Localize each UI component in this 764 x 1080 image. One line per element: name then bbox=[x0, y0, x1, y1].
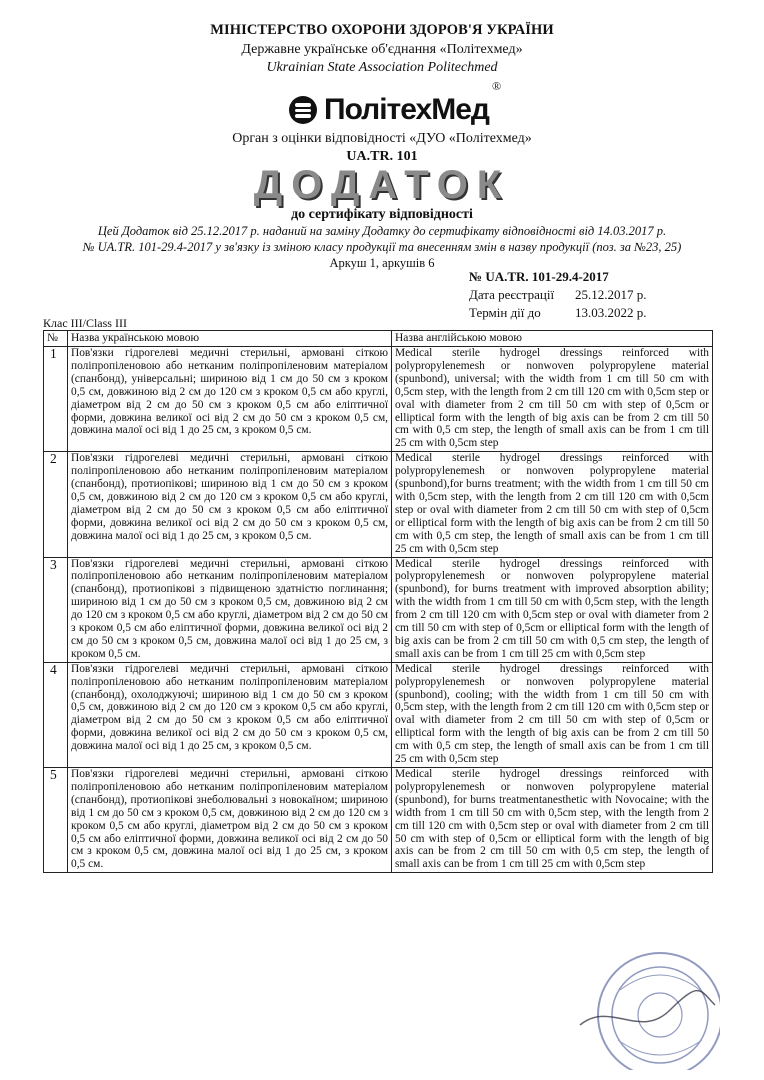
header-number: № bbox=[44, 331, 68, 347]
row-name-ua: Пов'язки гідрогелеві медичні стерильні, армовані сіткою поліпропіленовою або нетканим поліпропіленовим матеріалом (спанбонд), протиопікові знеболювальні з новокаїном; шириною від 1 см до 50 см з кроком 0,5 см, довжиною від 2 см до 120 см з кроком 0,5 см або круглі, діаметром від 2 см до 50 см з кроком 0,5 см або еліптичної форми, довжина великої осі від 2 см до 50 см з кроком 0,5 см, довжина малої осі від 1 до 25 см, з кроком 0,5 см. bbox=[68, 768, 392, 873]
registration-date: 25.12.2017 р. bbox=[575, 287, 647, 302]
row-name-en: Medical sterile hydrogel dressings reinforced with polypropylenemesh or nonwoven polypropylene material (spunbond), for burns treatmentanesthetic with Novocaine; with the width from 1 cm till 50 cm with 0,5cm step, with the length from 2 cm till 120 cm with 0,5cm step or oval with diameter from 2 cm till 50 cm with step of 0,5cm or elliptical form with the length of big axis can be from 2 cm till 50 cm with 0,5 cm step, the length of small axis can be from 1 cm till 25 cm with 0,5cm step bbox=[392, 768, 713, 873]
class-label: Клас ІІІ/Class III bbox=[43, 316, 127, 330]
registration-row bbox=[469, 286, 647, 304]
table-row bbox=[44, 557, 713, 662]
row-name-ua: Пов'язки гідрогелеві медичні стерильні, армовані сіткою поліпропіленовою або нетканим поліпропіленовим матеріалом (спанбонд), охолоджуючі; шириною від 1 см до 50 см з кроком 0,5 см, довжиною від 2 см до 120 см з кроком 0,5 см або круглі, діаметром від 2 см до 50 см з кроком 0,5 см або еліптичної форми, довжина великої осі від 2 см до 50 см з кроком 0,5 см, довжина малої осі від 1 до 25 см, з кроком 0,5 см. bbox=[68, 662, 392, 767]
row-name-en: Medical sterile hydrogel dressings reinforced with polypropylenemesh or nonwoven polypropylene material (spunbond),for burns treatment; with the width from 1 cm till 50 cm with 0,5cm step, with the length from 2 cm till 120 cm with 0,5cm step or oval with diameter from 2 cm till 50 cm with step of 0,5cm or elliptical form with the length of big axis can be from 2 cm till 50 cm with 0,5 cm step, the length of small axis can be from 1 cm till 25 cm with 0,5cm step bbox=[392, 452, 713, 557]
sheet-info: Аркуш 1, аркушів 6 bbox=[329, 256, 435, 270]
row-name-en: Medical sterile hydrogel dressings reinforced with polypropylenemesh or nonwoven polypropylene material (spunbond), cooling; with the width from 1 cm till 50 cm with 0,5cm step, with the length from 2 cm till 120 cm with 0,5cm step or oval with diameter from 2 cm till 50 cm with step of 0,5cm or elliptical form with the length of big axis can be from 2 cm till 50 cm with 0,5 cm step, the length of small axis can be from 1 cm till 25 cm with 0,5cm step bbox=[392, 662, 713, 767]
table-row bbox=[44, 347, 713, 452]
row-name-ua: Пов'язки гідрогелеві медичні стерильні, армовані сіткою поліпропіленовою або нетканим поліпропіленовим матеріалом (спанбонд), протиопікові; шириною від 1 см до 50 см з кроком 0,5 см, довжиною від 2 см до 120 см з кроком 0,5 см або круглі, діаметром від 2 см до 50 см з кроком 0,5 см або еліптичної форми, довжина великої осі від 2 см до 50 см з кроком 0,5 см, довжина малої осі від 1 до 25 см, з кроком 0,5 см. bbox=[68, 452, 392, 557]
table-row bbox=[44, 768, 713, 873]
association-ua: Державне українське об'єднання «Політехмед» bbox=[241, 42, 523, 57]
validity-row bbox=[469, 304, 647, 322]
row-name-en: Medical sterile hydrogel dressings reinforced with polypropylenemesh or nonwoven polypropylene material (spunbond), for burns treatment with improved absorption ability; with the width from 1 cm till 50 cm with 0,5cm step, with the length from 2 cm till 120 cm with 0,5cm step or oval with diameter from 2 cm till 50 cm with step of 0,5cm or elliptical form with the length of big axis can be from 2 cm till 50 cm with 0,5 cm step, the length of small axis can be from 1 cm till 25 cm with 0,5cm step bbox=[392, 557, 713, 662]
document-title: ДОДАТОК bbox=[253, 163, 511, 207]
logo-icon bbox=[288, 95, 318, 125]
replacement-note-line2: № UA.TR. 101-29.4-2017 у зв'язку із зміною класу продукції та внесенням змін в назву продукції (поз. за №23, 25) bbox=[82, 240, 682, 254]
certificate-number: № UA.TR. 101-29.4-2017 bbox=[469, 269, 609, 284]
registration-label: Дата реєстрації bbox=[469, 287, 555, 302]
replacement-note-line1: Цей Додаток від 25.12.2017 р. наданий на заміну Додатку до сертифікату відповідності від 14.03.2017 р. bbox=[97, 224, 667, 238]
products-table bbox=[43, 330, 713, 873]
row-number: 4 bbox=[44, 662, 68, 767]
politechmed-logo bbox=[288, 94, 489, 126]
header-name-ua: Назва українською мовою bbox=[68, 331, 392, 347]
validity-label: Термін дії до bbox=[469, 305, 541, 320]
row-number: 1 bbox=[44, 347, 68, 452]
registered-mark: ® bbox=[492, 79, 502, 93]
table-row bbox=[44, 452, 713, 557]
round-seal-icon bbox=[540, 930, 720, 1070]
certificate-info bbox=[469, 268, 647, 322]
row-number: 3 bbox=[44, 557, 68, 662]
validity-date: 13.03.2022 р. bbox=[575, 305, 647, 320]
row-number: 2 bbox=[44, 452, 68, 557]
row-name-ua: Пов'язки гідрогелеві медичні стерильні, армовані сіткою поліпропіленовою або нетканим поліпропіленовим матеріалом (спанбонд), протиопікові з підвищеною здатністю поглинання; шириною від 1 см до 50 см з кроком 0,5 см, довжиною від 2 см до 120 см з кроком 0,5 см або круглі, діаметром від 2 см до 50 см з кроком 0,5 см або еліптичної форми, довжина великої осі від 2 см до 50 см з кроком 0,5 см, довжина малої осі від 1 до 25 см, з кроком 0,5 см. bbox=[68, 557, 392, 662]
document-subtitle: до сертифікату відповідності bbox=[291, 207, 473, 222]
ministry-title: МІНІСТЕРСТВО ОХОРОНИ ЗДОРОВ'Я УКРАЇНИ bbox=[210, 22, 554, 38]
row-name-en: Medical sterile hydrogel dressings reinforced with polypropylenemesh or nonwoven polypropylene material (spunbond), universal; with the width from 1 cm till 50 cm with 0,5cm step, with the length from 2 cm till 120 cm with 0,5cm step or oval with diameter from 2 cm till 50 cm with step of 0,5cm or elliptical form with the length of big axis can be from 2 cm till 50 cm with 0,5 cm step, the length of small axis can be from 1 cm till 25 cm with 0,5cm step bbox=[392, 347, 713, 452]
table-row bbox=[44, 662, 713, 767]
association-en: Ukrainian State Association Politechmed bbox=[266, 60, 498, 75]
header-name-en: Назва англійською мовою bbox=[392, 331, 713, 347]
table-header-row bbox=[44, 331, 713, 347]
body-code: UA.TR. 101 bbox=[346, 149, 418, 164]
row-name-ua: Пов'язки гідрогелеві медичні стерильні, армовані сіткою поліпропіленовою або нетканим поліпропіленовим матеріалом (спанбонд), універсальні; шириною від 1 см до 50 см з кроком 0,5 см, довжиною від 2 см до 120 см з кроком 0,5 см або круглі, діаметром від 2 см до 50 см з кроком 0,5 см або еліптичної форми, довжина великої осі від 2 см до 50 см з кроком 0,5 см, довжина малої осі від 1 до 25 см, з кроком 0,5 см. bbox=[68, 347, 392, 452]
logo-text: ПолітехМед bbox=[324, 93, 489, 126]
conformity-body: Орган з оцінки відповідності «ДУО «Політехмед» bbox=[232, 131, 532, 146]
row-number: 5 bbox=[44, 768, 68, 873]
